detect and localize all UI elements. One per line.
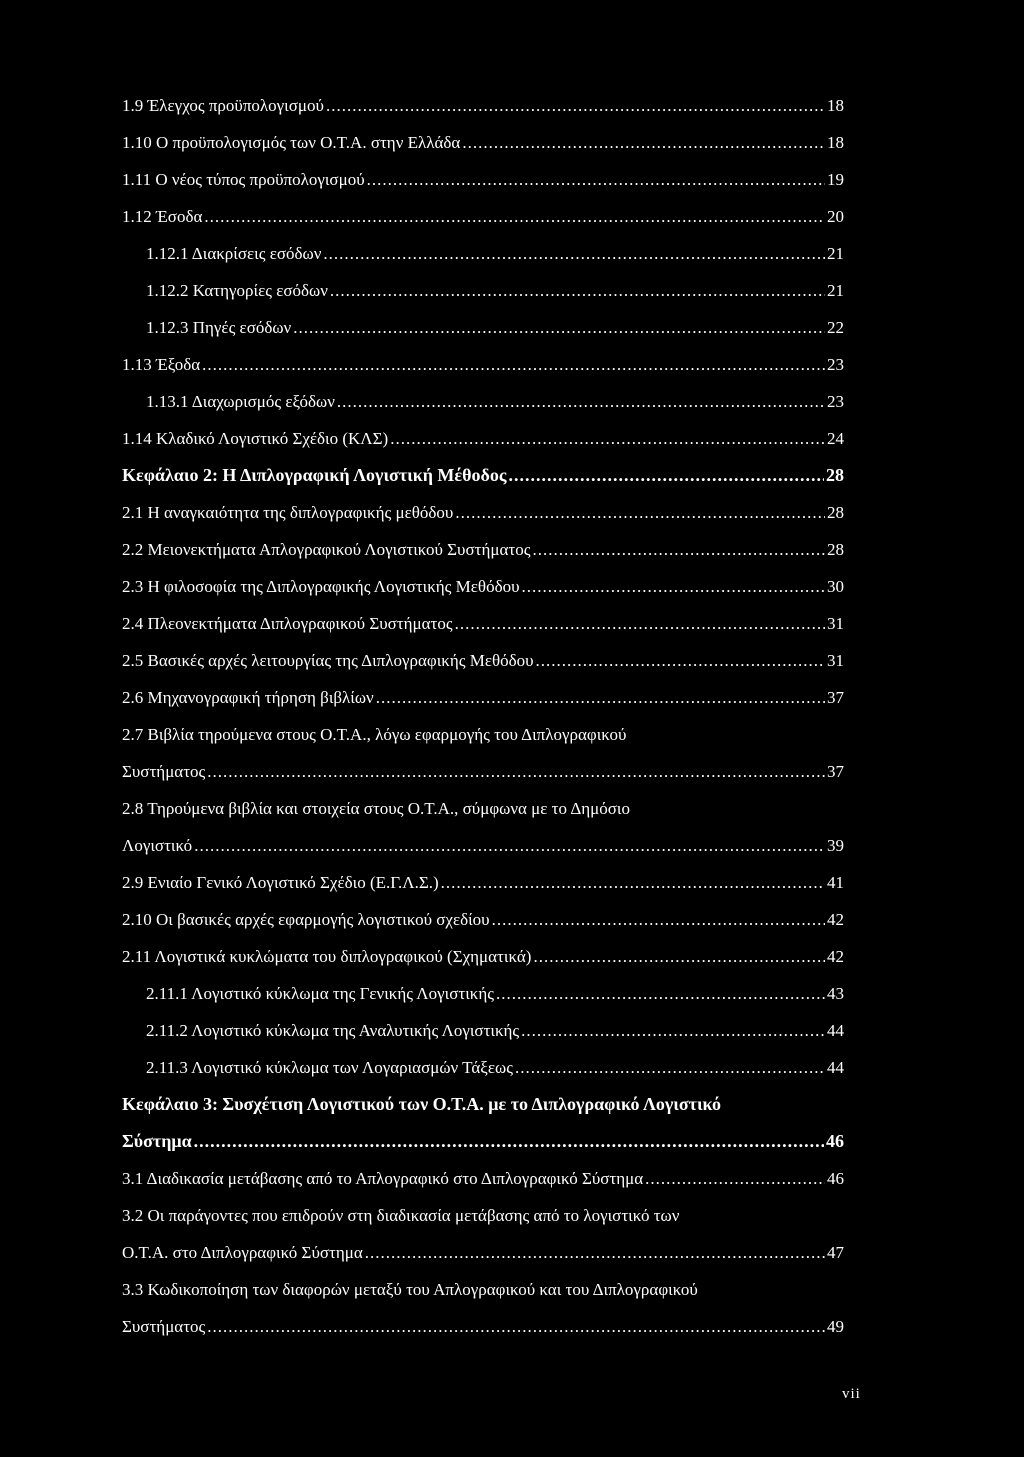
toc-chapter-entry[interactable] xyxy=(122,463,844,487)
toc-entry-page: 31 xyxy=(827,614,844,633)
toc-entry-page: 28 xyxy=(827,540,844,559)
toc-entry-title[interactable]: 3.2 Οι παράγοντες που επιδρούν στη διαδικασία μετάβασης από το λογιστικό των xyxy=(122,1206,680,1225)
toc-entry-page: 46 xyxy=(826,1131,844,1151)
toc-entry[interactable] xyxy=(146,242,844,266)
toc-entry[interactable] xyxy=(122,760,844,784)
toc-entry[interactable] xyxy=(146,279,844,303)
dot-leader xyxy=(326,94,825,118)
dot-leader xyxy=(202,353,825,377)
dot-leader xyxy=(508,463,824,487)
dot-leader xyxy=(293,316,825,340)
toc-entry-title: 1.14 Κλαδικό Λογιστικό Σχέδιο (ΚΛΣ) xyxy=(122,429,389,448)
toc-entry[interactable] xyxy=(122,168,844,192)
toc-entry-page: 31 xyxy=(827,651,844,670)
toc-entry-page: 37 xyxy=(827,688,844,707)
toc-entry[interactable] xyxy=(122,427,844,451)
toc-entry-page: 23 xyxy=(827,355,844,374)
toc-entry-title: 2.9 Ενιαίο Γενικό Λογιστικό Σχέδιο (Ε.Γ.Λ.Σ.) xyxy=(122,873,439,892)
dot-leader xyxy=(365,1241,825,1265)
toc-entry-title-continued: Σύστημα xyxy=(122,1131,192,1151)
dot-leader xyxy=(441,871,825,895)
toc-chapter-entry[interactable] xyxy=(122,1129,844,1153)
toc-entry-title: 1.12.3 Πηγές εσόδων xyxy=(146,318,292,337)
dot-leader xyxy=(337,390,825,414)
toc-entry-page: 39 xyxy=(827,836,844,855)
toc-entry-page: 19 xyxy=(827,170,844,189)
toc-entry-title: 2.6 Μηχανογραφική τήρηση βιβλίων xyxy=(122,688,374,707)
toc-entry-page: 30 xyxy=(827,577,844,596)
toc-entry-title: 1.9 Έλεγχος προϋπολογισμού xyxy=(122,96,324,115)
toc-entry-title-continued: Ο.Τ.Α. στο Διπλογραφικό Σύστημα xyxy=(122,1243,363,1262)
dot-leader xyxy=(496,982,825,1006)
toc-entry[interactable] xyxy=(122,1241,844,1265)
toc-entry-page: 18 xyxy=(827,133,844,152)
toc-entry[interactable] xyxy=(146,982,844,1006)
toc-entry-page: 28 xyxy=(826,465,844,485)
toc-entry-page: 20 xyxy=(827,207,844,226)
dot-leader xyxy=(194,834,825,858)
toc-entry[interactable] xyxy=(122,871,844,895)
dot-leader xyxy=(330,279,825,303)
toc-entry[interactable] xyxy=(122,1315,844,1339)
toc-entry-title: 2.2 Μειονεκτήματα Απλογραφικού Λογιστικού Συστήματος xyxy=(122,540,531,559)
dot-leader xyxy=(455,501,825,525)
toc-entry-title: 2.1 Η αναγκαιότητα της διπλογραφικής μεθόδου xyxy=(122,503,454,522)
dot-leader xyxy=(521,1019,825,1043)
toc-entry-title-continued: Συστήματος xyxy=(122,762,206,781)
toc-entry-page: 46 xyxy=(827,1169,844,1188)
toc-entry-page: 21 xyxy=(827,281,844,300)
page-number: vii xyxy=(842,1386,861,1402)
toc-entry-title: 1.13.1 Διαχωρισμός εξόδων xyxy=(146,392,335,411)
toc-entry-title[interactable]: 2.7 Βιβλία τηρούμενα στους Ο.Τ.Α., λόγω εφαρμογής του Διπλογραφικού xyxy=(122,725,627,744)
toc-entry-title: 2.11.3 Λογιστικό κύκλωμα των Λογαριασμών Τάξεως xyxy=(146,1058,513,1077)
toc-entry-title-continued: Συστήματος xyxy=(122,1317,206,1336)
toc-entry-title: 2.4 Πλεονεκτήματα Διπλογραφικού Συστήματος xyxy=(122,614,453,633)
toc-entry-page: 18 xyxy=(827,96,844,115)
toc-entry-title: 2.5 Βασικές αρχές λειτουργίας της Διπλογραφικής Μεθόδου xyxy=(122,651,534,670)
dot-leader xyxy=(645,1167,825,1191)
toc-entry-title: 2.11.1 Λογιστικό κύκλωμα της Γενικής Λογιστικής xyxy=(146,984,494,1003)
toc-entry[interactable] xyxy=(122,538,844,562)
toc-entry-title: 1.12 Έσοδα xyxy=(122,207,203,226)
toc-entry[interactable] xyxy=(146,390,844,414)
toc-entry[interactable] xyxy=(122,575,844,599)
toc-entry-page: 44 xyxy=(827,1021,844,1040)
toc-entry-page: 49 xyxy=(827,1317,844,1336)
dot-leader xyxy=(323,242,825,266)
dot-leader xyxy=(376,686,825,710)
toc-entry-title[interactable]: 2.8 Τηρούμενα βιβλία και στοιχεία στους Ο.Τ.Α., σύμφωνα με το Δημόσιο xyxy=(122,799,630,818)
dot-leader xyxy=(536,649,825,673)
toc-entry-title: 1.13 Έξοδα xyxy=(122,355,201,374)
toc-entry-title-continued: Λογιστικό xyxy=(122,836,193,855)
dot-leader xyxy=(533,945,825,969)
toc-entry[interactable] xyxy=(122,649,844,673)
toc-entry-page: 42 xyxy=(827,947,844,966)
toc-entry-page: 21 xyxy=(827,244,844,263)
toc-entry[interactable] xyxy=(146,1056,844,1080)
toc-entry[interactable] xyxy=(122,1167,844,1191)
toc-entry[interactable] xyxy=(122,501,844,525)
toc-entry[interactable] xyxy=(122,131,844,155)
toc-entry-page: 47 xyxy=(827,1243,844,1262)
toc-entry-title: 2.11 Λογιστικά κυκλώματα του διπλογραφικού (Σχηματικά) xyxy=(122,947,532,966)
dot-leader xyxy=(207,1315,825,1339)
toc-entry[interactable] xyxy=(146,316,844,340)
toc-entry[interactable] xyxy=(122,94,844,118)
toc-entry-page: 44 xyxy=(827,1058,844,1077)
toc-entry-page: 23 xyxy=(827,392,844,411)
toc-entry-title: 2.3 Η φιλοσοφία της Διπλογραφικής Λογιστικής Μεθόδου xyxy=(122,577,520,596)
toc-chapter-title[interactable]: Κεφάλαιο 3: Συσχέτιση Λογιστικού των Ο.Τ.Α. με το Διπλογραφικό Λογιστικό xyxy=(122,1094,722,1114)
dot-leader xyxy=(367,168,825,192)
toc-entry-title: 1.12.1 Διακρίσεις εσόδων xyxy=(146,244,322,263)
dot-leader xyxy=(390,427,825,451)
toc-entry-page: 37 xyxy=(827,762,844,781)
toc-entry-page: 43 xyxy=(827,984,844,1003)
toc-entry[interactable] xyxy=(122,834,844,858)
toc-entry-page: 24 xyxy=(827,429,844,448)
dot-leader xyxy=(532,538,825,562)
toc-entry-title: 1.10 Ο προϋπολογισμός των Ο.Τ.Α. στην Ελλάδα xyxy=(122,133,461,152)
toc-entry[interactable] xyxy=(122,945,844,969)
toc-entry[interactable] xyxy=(122,908,844,932)
dot-leader xyxy=(204,205,825,229)
toc-entry-page: 41 xyxy=(827,873,844,892)
toc-entry-title[interactable]: 3.3 Κωδικοποίηση των διαφορών μεταξύ του Απλογραφικού και του Διπλογραφικού xyxy=(122,1280,698,1299)
toc-entry-title: 2.10 Οι βασικές αρχές εφαρμογής λογιστικού σχεδίου xyxy=(122,910,490,929)
toc-entry-title: Κεφάλαιο 2: Η Διπλογραφική Λογιστική Μέθοδος xyxy=(122,465,507,485)
toc-entry[interactable] xyxy=(122,353,844,377)
toc-entry-page: 22 xyxy=(827,318,844,337)
toc-entry[interactable] xyxy=(122,205,844,229)
toc-entry-title: 3.1 Διαδικασία μετάβασης από το Απλογραφικό στο Διπλογραφικό Σύστημα xyxy=(122,1169,644,1188)
toc-entry-title: 1.12.2 Κατηγορίες εσόδων xyxy=(146,281,328,300)
toc-entry-page: 28 xyxy=(827,503,844,522)
dot-leader xyxy=(462,131,825,155)
toc-entry[interactable] xyxy=(146,1019,844,1043)
dot-leader xyxy=(455,612,825,636)
dot-leader xyxy=(492,908,825,932)
dot-leader xyxy=(207,760,825,784)
dot-leader xyxy=(194,1129,824,1153)
dot-leader xyxy=(522,575,826,599)
toc-entry-title: 1.11 Ο νέος τύπος προϋπολογισμού xyxy=(122,170,365,189)
toc-entry-page: 42 xyxy=(827,910,844,929)
dot-leader xyxy=(515,1056,825,1080)
toc-entry-title: 2.11.2 Λογιστικό κύκλωμα της Αναλυτικής Λογιστικής xyxy=(146,1021,520,1040)
toc-entry[interactable] xyxy=(122,612,844,636)
toc-entry[interactable] xyxy=(122,686,844,710)
